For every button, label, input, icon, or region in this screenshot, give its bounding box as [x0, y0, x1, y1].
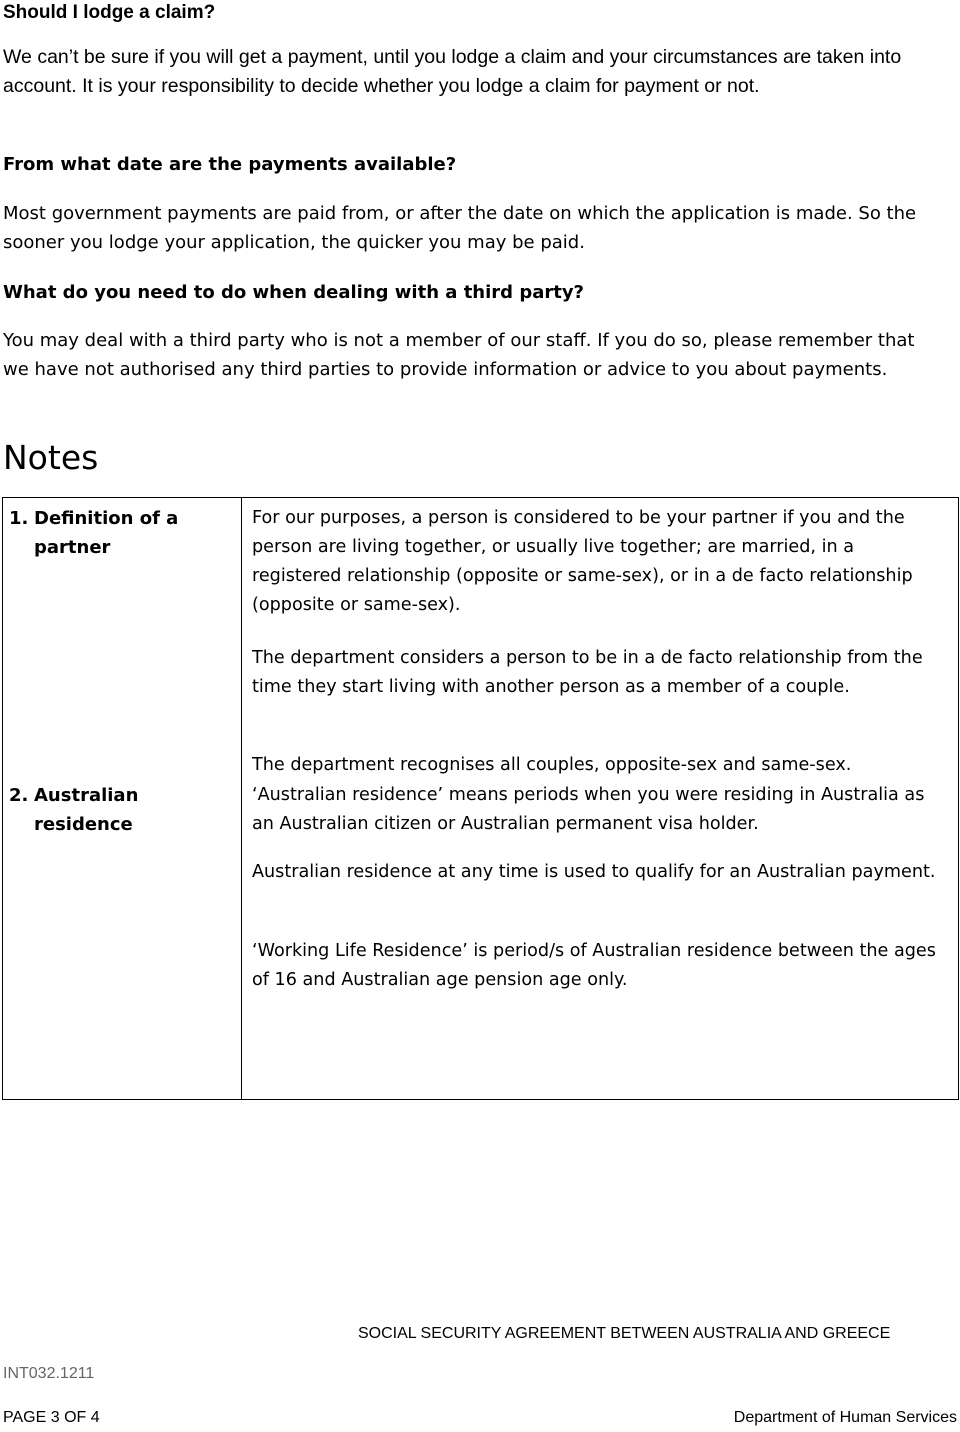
residence-definition-paragraph-1: ‘Australian residence’ means periods when you were residing in Australia as an Australian citizen or Australian permanent visa holder. [252, 785, 925, 834]
note-number: 1. [9, 508, 29, 529]
third-party-paragraph: You may deal with a third party who is not a member of our staff. If you do so, please remember that we have not authorised any third parties to provide information or advice to you about payments. [3, 330, 915, 380]
payment-date-heading: From what date are the payments available? [3, 154, 457, 175]
footer-page-number: PAGE 3 OF 4 [3, 1409, 100, 1426]
note-term-label: Definition of a partner [34, 508, 179, 558]
partner-definition-paragraph-3: The department recognises all couples, opposite-sex and same-sex. [252, 755, 852, 775]
residence-definition-paragraph-2: Australian residence at any time is used to qualify for an Australian payment. [252, 862, 936, 882]
partner-definition-paragraph-1: For our purposes, a person is considered to be your partner if you and the person are living together, or usually live together; are married, in a registered relationship (opposite or same-sex), or in a de facto relationship (opposite or same-sex). [252, 508, 913, 615]
lodge-claim-paragraph: We can’t be sure if you will get a payment, until you lodge a claim and your circumstances are taken into account. It is your responsibility to decide whether you lodge a claim for payment or not. [3, 46, 902, 97]
partner-definition-paragraph-2: The department considers a person to be in a de facto relationship from the time they start living with another person as a member of a couple. [252, 648, 923, 697]
table-column-divider [241, 498, 242, 1099]
payment-date-paragraph: Most government payments are paid from, or after the date on which the application is made. So the sooner you lodge your application, the quicker you may be paid. [3, 203, 917, 253]
footer-department: Department of Human Services [733, 1409, 957, 1426]
notes-table [2, 497, 959, 1100]
lodge-claim-heading: Should I lodge a claim? [3, 2, 216, 23]
note-term-label: Australian residence [34, 785, 139, 835]
residence-definition-paragraph-3: ‘Working Life Residence’ is period/s of Australian residence between the ages of 16 and Australian age pension age only. [252, 941, 936, 990]
notes-title: Notes [3, 438, 99, 477]
footer-agreement-title: SOCIAL SECURITY AGREEMENT BETWEEN AUSTRALIA AND GREECE [358, 1325, 891, 1342]
note-number: 2. [9, 785, 29, 806]
footer-form-code: INT032.1211 [3, 1365, 95, 1382]
third-party-heading: What do you need to do when dealing with a third party? [3, 282, 585, 303]
